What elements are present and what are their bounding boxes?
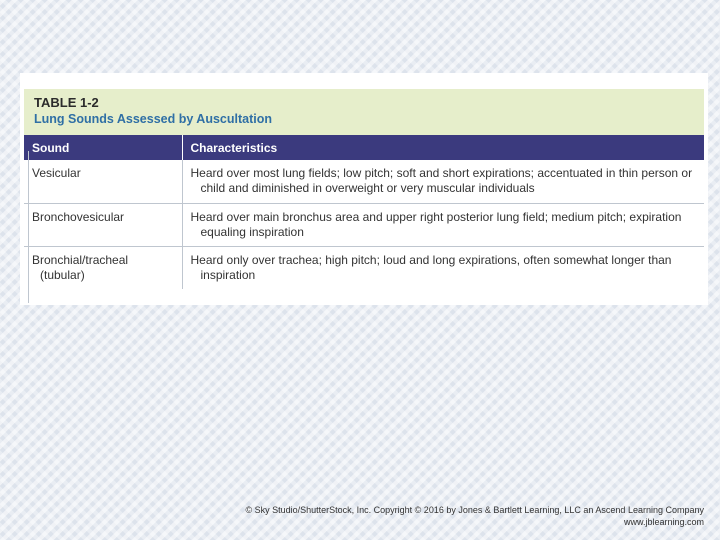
slide-image-panel xyxy=(20,73,708,305)
table-header-row xyxy=(24,135,704,160)
table-row xyxy=(24,203,704,246)
characteristics-cell xyxy=(182,160,704,203)
characteristics-line: Heard over main bronchus area and upper right posterior lung field; medium pitch; expiration xyxy=(190,209,682,224)
credit-url: www.jblearning.com xyxy=(623,517,704,527)
table-heading xyxy=(24,89,704,135)
lung-sounds-table xyxy=(24,135,704,289)
sound-name-qualifier: (tubular) xyxy=(40,267,85,282)
sound-name: Bronchovesicular xyxy=(32,209,125,224)
lung-sounds-table-card xyxy=(24,89,704,289)
copyright-credit xyxy=(245,504,704,528)
table-title: Lung Sounds Assessed by Auscultation xyxy=(34,112,272,126)
table-left-border xyxy=(28,151,29,303)
header-characteristics: Characteristics xyxy=(182,135,704,160)
characteristics-cell xyxy=(182,246,704,289)
characteristics-line: Heard over most lung fields; low pitch; soft and short expirations; accentuated in thin person or xyxy=(190,166,693,180)
sound-cell xyxy=(24,246,182,289)
characteristics-line: equaling inspiration xyxy=(200,224,304,239)
credit-line: © Sky Studio/ShutterStock, Inc. Copyright © 2016 by Jones & Bartlett Learning, LLC an Ascend Learning Company xyxy=(245,505,704,515)
characteristics-line: inspiration xyxy=(200,267,256,282)
sound-cell xyxy=(24,160,182,203)
characteristics-line: child and diminished in overweight or very muscular individuals xyxy=(200,181,535,195)
table-number: TABLE 1-2 xyxy=(34,95,99,110)
sound-name: Vesicular xyxy=(32,166,81,180)
characteristics-line: Heard only over trachea; high pitch; loud and long expirations, often somewhat longer than xyxy=(190,252,672,267)
sound-name: Bronchial/tracheal xyxy=(32,252,129,267)
table-row xyxy=(24,160,704,203)
table-row xyxy=(24,246,704,289)
sound-cell xyxy=(24,203,182,246)
header-sound: Sound xyxy=(24,135,182,160)
characteristics-cell xyxy=(182,203,704,246)
